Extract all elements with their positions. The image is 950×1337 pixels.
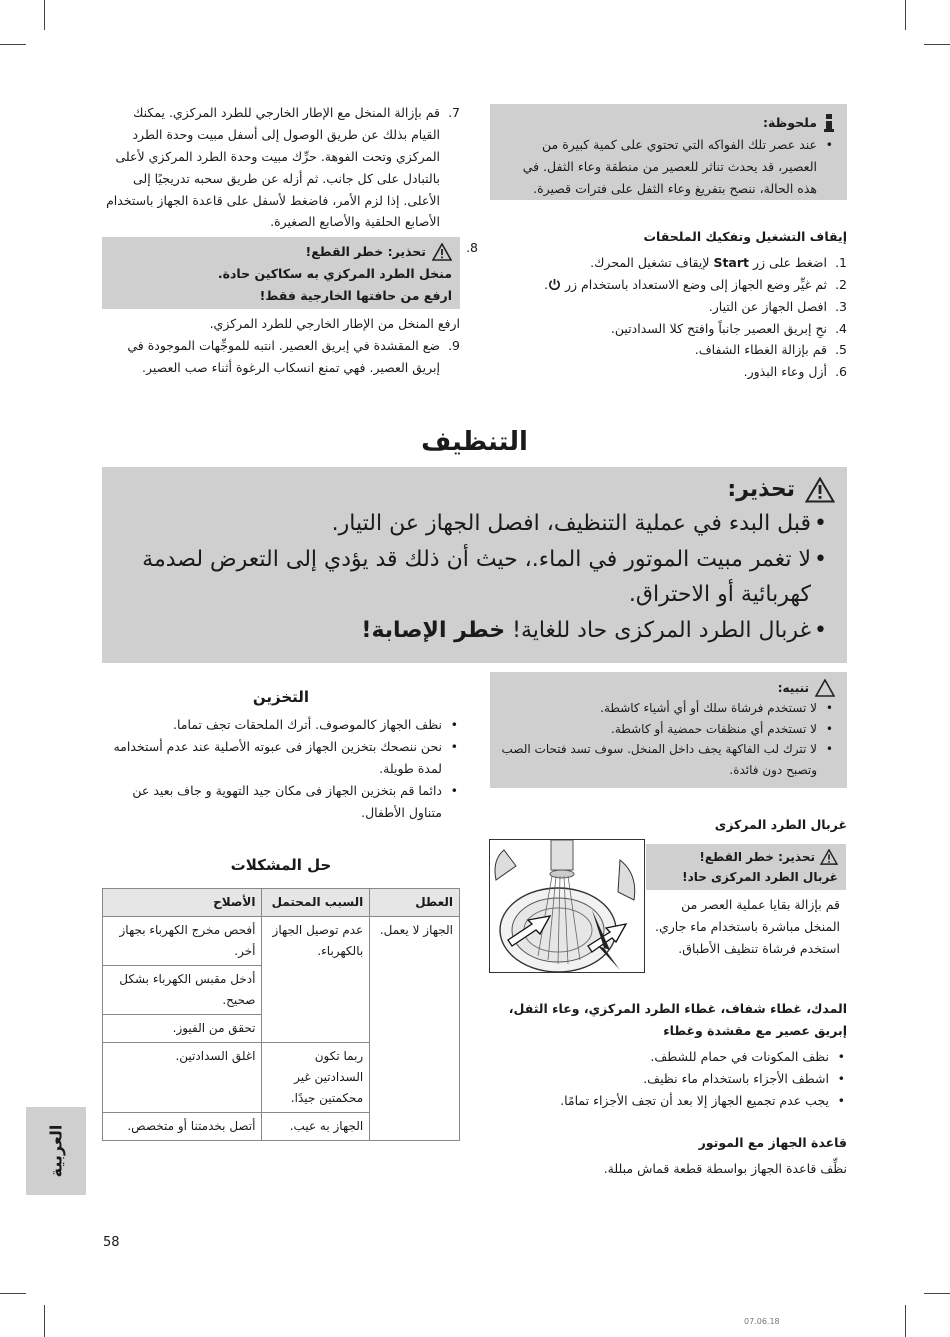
left-top-section <box>102 102 478 379</box>
big-warning-title: تحذير: <box>727 477 795 502</box>
troubleshooting-title: حل المشكلات <box>230 856 332 874</box>
parts-list <box>490 1046 847 1112</box>
big-warning-box <box>102 467 847 663</box>
stop-step-4: 4. نحِ إبريق العصير جانباً وافتح كلا السدادتين. <box>610 320 847 336</box>
sieve-section <box>490 814 847 836</box>
sieve-warning-line: غربال الطرد المركزى حاد! <box>682 870 838 885</box>
cut-warning-box <box>102 237 460 309</box>
storage-item: • نظف الجهاز كالموصوف. أترك الملحقات تجف تماما. <box>102 714 460 736</box>
crop-mark <box>0 1293 26 1294</box>
step-7: 7. قم بإزالة المنخل مع الإطار الخارجي للطرد المركزي. يمكنك القيام بذلك عن طريق الوصول إلى أسفل مبيت وحدة الطرد المركزي وتحت الفوهة. حرِّك مبيت وحدة الطرد المركزي لأعلى بالتبادل على كل جانب. ثم أزله عن طريق سحبه تدريجيًا إلى الأعلى. إذا لزم الأمر، فاضغط لأسفل على قاعدة الجهاز باستخدام الأصابع الحلقية والأصابع الصغيرة. <box>106 105 460 230</box>
caution-list <box>500 698 835 780</box>
big-warning-item-3: • غربال الطرد المركزى حاد للغاية! خطر الإصابة! <box>114 613 829 649</box>
start-button-label: Start <box>713 254 749 270</box>
cell-fix: أفحص مخرج الكهرباء بجهاز أخر. <box>103 917 262 966</box>
storage-item: • دائما قم بتخزين الجهاز فى مكان جيد التهوية و جاف بعيد عن متناول الأطفال. <box>102 780 460 824</box>
parts-item: • اشطف الأجزاء باستخدام ماء نظيف. <box>490 1068 847 1090</box>
storage-item: • نحن ننصحك بتخزين الجهاز فى عبوته الأصلية عند عدم أستخدامه لمدة طويلة. <box>102 736 460 780</box>
cell-fix: أدخل مقبس الكهرباء بشكل صحيح. <box>103 966 262 1015</box>
header-cause: السبب المحتمل <box>262 889 370 917</box>
note-title: ملحوظة: <box>762 115 817 130</box>
header-fix: الأصلاح <box>103 889 262 917</box>
caution-item: • لا تستخدم أي منظفات حمضية أو كاشطة. <box>500 719 835 739</box>
troubleshooting-table-wrap <box>102 888 460 1141</box>
sieve-warning-box <box>646 844 846 890</box>
crop-mark <box>924 1293 950 1294</box>
warning-icon <box>805 477 835 503</box>
sieve-title: غربال الطرد المركزى <box>714 817 847 832</box>
step-8-text: ارفع المنخل من الإطار الخارجي للطرد المركزي. <box>209 315 460 331</box>
cell-fault: الجهاز لا يعمل. <box>370 917 460 1141</box>
sieve-rinsing-illustration <box>489 839 645 973</box>
table-row <box>103 917 460 966</box>
stop-step-2: 2. ثم غيِّر وضع الجهاز إلى وضع الاستعداد باستخدام زر . <box>544 276 847 292</box>
header-fault: العطل <box>370 889 460 917</box>
crop-mark <box>924 44 950 45</box>
note-box <box>490 104 847 200</box>
stop-step-1: 1. اضغط على زر Start لإيقاف تشغيل المحرك. <box>590 254 847 270</box>
cleaning-title: التنظيف <box>421 427 528 457</box>
note-item: • عند عصر تلك الفواكه التي تحتوي على كمية كبيرة من العصير، قد يحدث تناثر للعصير من منطقة وعاء الثفل. في هذه الحالة، ننصح بتفريغ وعاء الثفل على فترات قصيرة. <box>500 134 835 200</box>
stop-section-title: إيقاف التشغيل وتفكيك الملحقات <box>643 229 847 244</box>
stop-step-3: 3. افصل الجهاز عن التيار. <box>708 298 847 314</box>
note-header <box>500 112 835 134</box>
crop-mark <box>905 0 906 30</box>
crop-mark <box>44 0 45 30</box>
crop-mark <box>44 1305 45 1337</box>
big-warning-list <box>114 506 835 649</box>
sieve-text-area <box>646 844 846 959</box>
cell-fix: اغلق السدادتين. <box>103 1043 262 1113</box>
caution-item: • لا تستخدم فرشاة سلك أو أي أشياء كاشطة. <box>500 698 835 718</box>
cut-warning-line-1: منخل الطرد المركزي به سكاكين حادة. <box>217 266 452 282</box>
note-list <box>500 134 835 200</box>
parts-section <box>490 998 847 1111</box>
info-icon <box>823 114 835 132</box>
cell-fix: أتصل بخدمتنا أو متخصص. <box>103 1113 262 1141</box>
sieve-warning-title: تحذير: خطر القطع! <box>699 850 815 864</box>
cell-cause: الجهاز به عيب. <box>262 1113 370 1141</box>
stop-step-5: 5. قم بإزالة الغطاء الشفاف. <box>694 342 847 358</box>
page-number: 58 <box>103 1235 120 1250</box>
crop-mark <box>905 1305 906 1337</box>
warning-icon <box>820 849 838 865</box>
power-icon <box>548 278 561 291</box>
storage-list <box>102 714 460 823</box>
storage-section <box>102 684 460 824</box>
warning-icon <box>432 243 452 261</box>
sieve-text: قم بإزالة بقايا عملية العصر من المنخل مباشرة باستخدام ماء جاري. استخدم فرشاة تنظيف الأطباق. <box>655 896 840 956</box>
crop-mark <box>0 44 26 45</box>
parts-item: • يجب عدم تجميع الجهاز إلا بعد أن تجف الأجزاء تمامًا. <box>490 1090 847 1112</box>
base-section <box>490 1132 847 1180</box>
cell-cause: ربما تكون السدادتين غير محكمتين جيدًا. <box>262 1043 370 1113</box>
footer-date: 07.06.18 <box>744 1317 780 1326</box>
step-9: 9. ضع المقشدة في إبريق العصير. انتبه للموجِّهات الموجودة في إبريق العصير. فهي تمنع انسكاب الرغوة أثناء صب العصير. <box>127 337 460 375</box>
big-warning-header <box>114 473 835 506</box>
stop-step-6: 6. أزل وعاء البذور. <box>743 364 847 380</box>
parts-item: • نظف المكونات في حمام للشطف. <box>490 1046 847 1068</box>
stop-section <box>490 226 847 383</box>
cut-warning-line-2: ارفع من حافتها الخارجية فقط! <box>259 288 452 303</box>
cell-fix: تحقق من الفيوز. <box>103 1015 262 1043</box>
base-title: قاعدة الجهاز مع الموتور <box>698 1135 847 1150</box>
big-warning-item-2: • لا تغمر مبيت الموتور في الماء.، حيث أن ذلك قد يؤدي إلى التعرض لصدمة كهربائية أو الاحتراق. <box>114 542 829 613</box>
stop-steps <box>490 252 847 383</box>
storage-title: التخزين <box>252 688 310 706</box>
caution-icon <box>815 679 835 697</box>
cell-cause: عدم توصيل الجهاز بالكهرباء. <box>262 917 370 1043</box>
big-warning-item-1: • قبل البدء في عملية التنظيف، افصل الجهاز عن التيار. <box>114 506 829 542</box>
step-8: 8. تحذير: خطر القطع! منخل الطرد المركزي به سكاكين حادة. ارفع من حافتها الخارجية فقط! ارفع المنخل من الإطار الخارجي للطرد المركزي. <box>102 237 460 335</box>
parts-title: المدك، غطاء شفاف، غطاء الطرد المركزي، وعاء الثفل، إبريق عصير مع مقشدة وغطاء <box>508 1001 847 1038</box>
caution-box <box>490 672 847 788</box>
base-text: نظِّف قاعدة الجهاز بواسطة قطعة قماش مبللة. <box>603 1160 847 1176</box>
language-tab <box>26 1107 86 1195</box>
caution-item: • لا تترك لب الفاكهة يجف داخل المنخل. سوف تسد فتحات الصب وتصبح دون فائدة. <box>500 739 835 780</box>
table-header-row <box>103 889 460 917</box>
cut-warning-title: تحذير: خطر القطع! <box>305 244 426 260</box>
troubleshooting-table <box>102 888 460 1141</box>
language-tab-label: العربية <box>46 1124 65 1178</box>
caution-title: تنبيه: <box>777 681 809 695</box>
